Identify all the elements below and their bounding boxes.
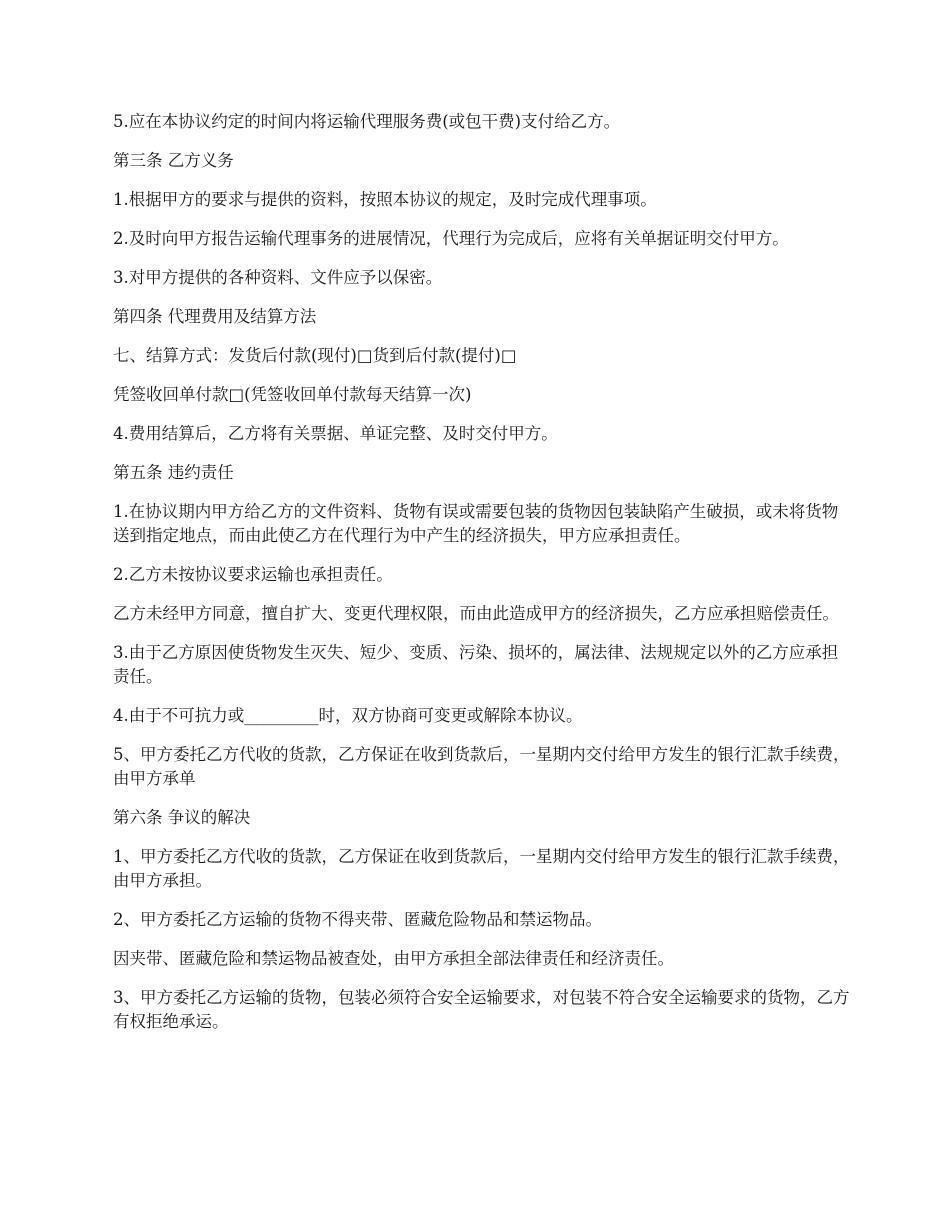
paragraph-payment-deadline: 5.应在本协议约定的时间内将运输代理服务费(或包干费)支付给乙方。 (113, 112, 621, 131)
paragraph-dispute-prohibited: 因夹带、匿藏危险和禁运物品被查处，由甲方承担全部法律责任和经济责任。 (113, 949, 674, 968)
paragraph-obligation-2: 2.及时向甲方报告运输代理事务的进展情况，代理行为完成后，应将有关单据证明交付甲方。 (113, 229, 789, 248)
paragraph-liability-unauthorized: 乙方未经甲方同意，擅自扩大、变更代理权限，而由此造成甲方的经济损失，乙方应承担赔偿责任。 (113, 604, 839, 623)
paragraph-dispute-2: 2、甲方委托乙方运输的货物不得夹带、匿藏危险物品和禁运物品。 (113, 910, 602, 929)
paragraph-dispute-1: 1、甲方委托乙方代收的货款，乙方保证在收到货款后，一星期内交付给甲方发生的银行汇款手续费，由甲方承担。 (113, 847, 850, 890)
paragraph-settlement-4: 4.费用结算后，乙方将有关票据、单证完整、及时交付甲方。 (113, 424, 558, 443)
paragraph-receipt-payment: 凭签收回单付款□(凭签收回单付款每天结算一次) (113, 385, 472, 404)
paragraph-liability-4: 4.由于不可抗力或_________时，双方协商可变更或解除本协议。 (113, 706, 583, 725)
paragraph-liability-5: 5、甲方委托乙方代收的货款，乙方保证在收到货款后，一星期内交付给甲方发生的银行汇款手续费，由甲方承单 (113, 745, 850, 788)
document-body (113, 110, 853, 1049)
paragraph-settlement-method: 七、结算方式：发货后付款(现付)□货到后付款(提付)□ (113, 346, 517, 365)
paragraph-liability-1: 1.在协议期内甲方给乙方的文件资料、货物有误或需要包装的货物因包装缺陷产生破损，或未将货物送到指定地点，而由此使乙方在代理行为中产生的经济损失，甲方应承担责任。 (113, 502, 839, 545)
paragraph-dispute-3: 3、甲方委托乙方运输的货物，包装必须符合安全运输要求，对包装不符合安全运输要求的货物，乙方有权拒绝承运。 (113, 988, 850, 1031)
heading-article-4: 第四条 代理费用及结算方法 (113, 307, 317, 326)
paragraph-liability-3: 3.由于乙方原因使货物发生灭失、短少、变质、污染、损坏的，属法律、法规规定以外的乙方应承担责任。 (113, 643, 839, 686)
heading-article-6: 第六条 争议的解决 (113, 808, 251, 827)
heading-article-5: 第五条 违约责任 (113, 463, 234, 482)
paragraph-obligation-3: 3.对甲方提供的各种资料、文件应予以保密。 (113, 268, 443, 287)
paragraph-obligation-1: 1.根据甲方的要求与提供的资料，按照本协议的规定，及时完成代理事项。 (113, 190, 657, 209)
paragraph-liability-2: 2.乙方未按协议要求运输也承担责任。 (113, 565, 393, 584)
heading-article-3: 第三条 乙方义务 (113, 151, 234, 170)
